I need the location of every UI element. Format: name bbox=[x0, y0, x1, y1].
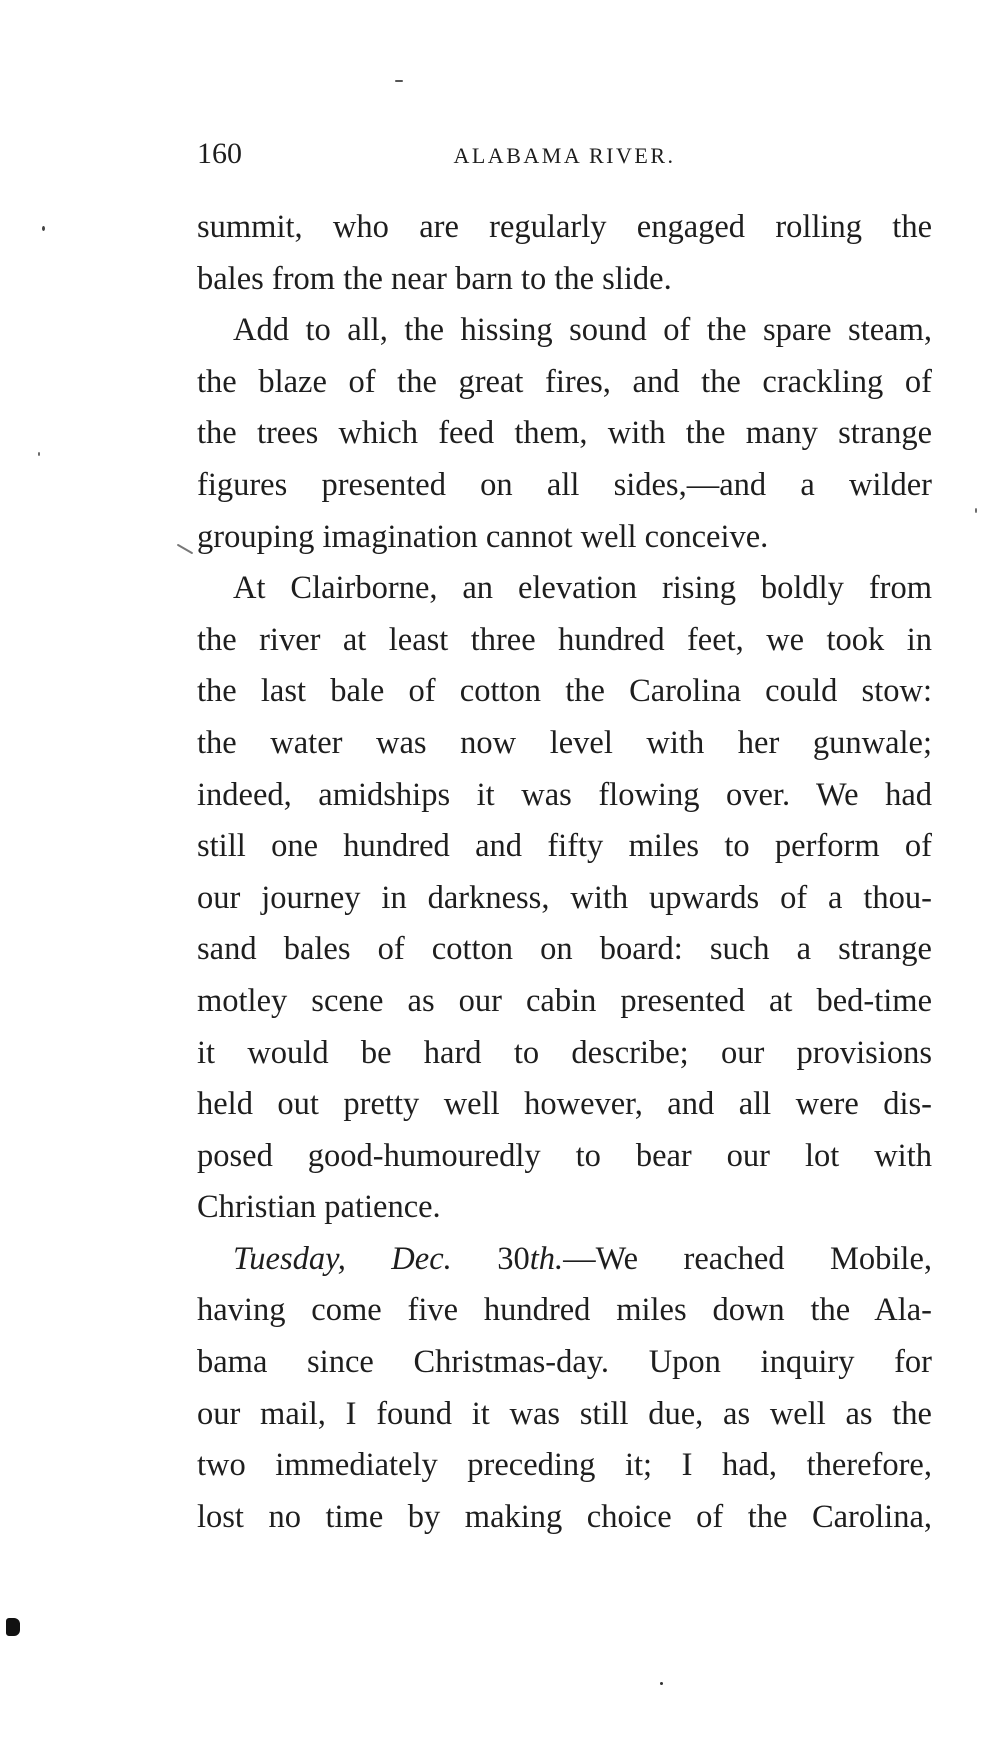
text-line: Add to all, the hissing sound of the spare steam, bbox=[233, 312, 932, 349]
date-number: 30 bbox=[497, 1240, 530, 1277]
paragraph-3 bbox=[197, 563, 932, 1234]
date-lead: Tuesday, Dec. bbox=[233, 1240, 452, 1277]
text-line: indeed, amidships it was flowing over. We had bbox=[197, 776, 932, 813]
text-line: lost no time by making choice of the Carolina, bbox=[197, 1498, 932, 1535]
text-line: motley scene as our cabin presented at bed-time bbox=[197, 982, 932, 1019]
text-line: the last bale of cotton the Carolina could stow: bbox=[197, 673, 932, 710]
text-line: still one hundred and fifty miles to perform of bbox=[197, 828, 932, 865]
running-head: ALABAMA RIVER. bbox=[453, 143, 676, 168]
page-number: 160 bbox=[197, 137, 242, 170]
text-line: held out pretty well however, and all were dis- bbox=[197, 1086, 932, 1123]
text-line: the blaze of the great fires, and the crackling of bbox=[197, 363, 932, 400]
scan-speck bbox=[6, 1618, 20, 1636]
scan-speck bbox=[395, 80, 403, 82]
text-line: the water was now level with her gunwale; bbox=[197, 724, 932, 761]
text-line: bama since Christmas-day. Upon inquiry for bbox=[197, 1344, 932, 1381]
text-line: grouping imagination cannot well conceive. bbox=[197, 518, 769, 555]
page-header bbox=[197, 132, 932, 176]
scan-speck bbox=[975, 508, 977, 513]
date-suffix: th. bbox=[529, 1240, 564, 1277]
date-rest: —We reached Mobile, bbox=[563, 1240, 932, 1277]
text-line-dated bbox=[197, 1234, 932, 1286]
text-line: two immediately preceding it; I had, therefore, bbox=[197, 1447, 932, 1484]
text-line: it would be hard to describe; our provisions bbox=[197, 1034, 932, 1071]
paragraph-1 bbox=[197, 202, 932, 305]
paragraph-4 bbox=[197, 1234, 932, 1544]
text-line: the river at least three hundred feet, we took in bbox=[197, 621, 932, 658]
text-line: the trees which feed them, with the many strange bbox=[197, 415, 932, 452]
scan-speck bbox=[660, 1682, 663, 1685]
scan-speck bbox=[38, 452, 40, 456]
text-line: At Clairborne, an elevation rising boldly from bbox=[233, 570, 932, 607]
text-line: our journey in darkness, with upwards of a thou- bbox=[197, 879, 932, 916]
scan-speck bbox=[177, 544, 194, 555]
scan-speck bbox=[42, 226, 45, 231]
paragraph-2 bbox=[197, 305, 932, 563]
text-line: figures presented on all sides,—and a wilder bbox=[197, 466, 932, 503]
text-line: posed good-humouredly to bear our lot with bbox=[197, 1137, 932, 1174]
text-line: sand bales of cotton on board: such a strange bbox=[197, 931, 932, 968]
text-line: having come five hundred miles down the Ala- bbox=[197, 1292, 932, 1329]
body-text bbox=[197, 202, 932, 1543]
text-line: Christian patience. bbox=[197, 1189, 441, 1226]
text-line: our mail, I found it was still due, as well as the bbox=[197, 1395, 932, 1432]
text-line: summit, who are regularly engaged rolling the bbox=[197, 209, 932, 245]
text-line: bales from the near barn to the slide. bbox=[197, 260, 672, 297]
